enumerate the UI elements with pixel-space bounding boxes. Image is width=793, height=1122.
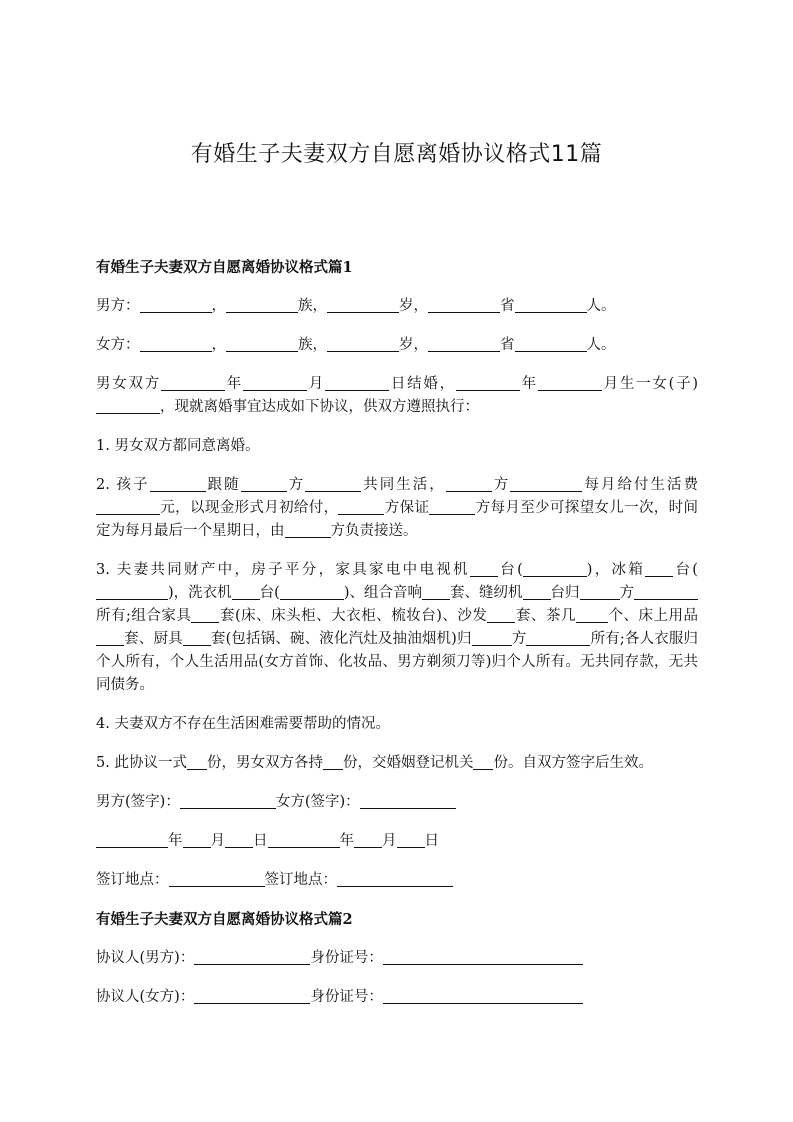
blank-field bbox=[337, 870, 453, 887]
signature-blank bbox=[180, 792, 276, 809]
blank-field bbox=[526, 629, 590, 646]
blank-field bbox=[576, 606, 608, 623]
clause-3: 3. 夫妻共同财产中，房子平分，家具家电中电视机 台( )，冰箱 台()，洗衣机 台( )、组合音响 套、缝纫机 台归 方所有;组合家具 套(床、床头柜、大衣柜、梳妆台)、沙发 套、茶几 个、床上用品套、厨具 套(包括锅、碗、液化汽灶及抽油烟机)归 方 所有;各人衣服归个人所有，个人生活用品(女方首饰、化妆品、男方剃须刀等)归个人所有。无共同存款，无共同债务。 bbox=[96, 562, 699, 693]
blank-field bbox=[96, 498, 160, 515]
party-male-line: 协议人(男方)： 身份证号： bbox=[96, 947, 698, 970]
blank-field bbox=[515, 296, 587, 313]
blank-field bbox=[96, 583, 168, 600]
id-number-blank bbox=[383, 948, 583, 965]
blank-field bbox=[140, 296, 212, 313]
document-title: 有婚生子夫妻双方自愿离婚协议格式11篇 bbox=[190, 142, 603, 167]
female-info-line: 女方： ， 族， 岁， 省 人。 bbox=[96, 337, 616, 353]
blank-field bbox=[194, 948, 310, 965]
blank-field bbox=[225, 831, 253, 848]
blank-field bbox=[96, 831, 168, 848]
id-number-blank bbox=[383, 987, 583, 1004]
document-body bbox=[96, 256, 698, 1025]
signature-line: 男方(签字)： 女方(签字)： bbox=[96, 791, 698, 814]
clause-2: 2. 孩子 跟随 方 共同生活， 方 每月给付生活费元，以现金形式月初给付， 方保证 方每月至少可探望女儿一次，时间定为每月最后一个星期日，由 方负责接送。 bbox=[96, 477, 699, 539]
blank-field bbox=[323, 753, 343, 770]
blank-field bbox=[397, 831, 425, 848]
blank-field bbox=[96, 397, 160, 414]
blank-field bbox=[538, 374, 602, 391]
blank-field bbox=[96, 629, 124, 646]
blank-field bbox=[354, 831, 382, 848]
blank-field bbox=[268, 831, 340, 848]
blank-field bbox=[422, 583, 450, 600]
blank-field bbox=[429, 498, 475, 515]
blank-field bbox=[187, 753, 207, 770]
blank-field bbox=[523, 583, 551, 600]
blank-field bbox=[327, 296, 399, 313]
blank-field bbox=[241, 475, 287, 492]
blank-field bbox=[580, 583, 620, 600]
blank-field bbox=[428, 296, 500, 313]
blank-field bbox=[226, 335, 298, 352]
party-female-line: 协议人(女方)： 身份证号： bbox=[96, 986, 698, 1009]
blank-field bbox=[226, 296, 298, 313]
blank-field bbox=[280, 583, 344, 600]
blank-field bbox=[428, 335, 500, 352]
blank-field bbox=[243, 374, 307, 391]
blank-field bbox=[183, 629, 211, 646]
blank-field bbox=[645, 560, 673, 577]
blank-field bbox=[325, 374, 389, 391]
blank-field bbox=[515, 335, 587, 352]
blank-field bbox=[510, 475, 582, 492]
blank-field bbox=[194, 987, 310, 1004]
blank-field bbox=[285, 521, 331, 538]
section-heading-1: 有婚生子夫妻双方自愿离婚协议格式篇1 bbox=[96, 259, 353, 276]
blank-field bbox=[634, 583, 698, 600]
blank-field bbox=[169, 870, 265, 887]
blank-field bbox=[140, 335, 212, 352]
signing-place-line: 签订地点： 签订地点： bbox=[96, 869, 698, 892]
blank-field bbox=[191, 606, 219, 623]
blank-field bbox=[183, 831, 211, 848]
blank-field bbox=[472, 629, 512, 646]
blank-field bbox=[161, 374, 225, 391]
blank-field bbox=[456, 374, 520, 391]
clause-4: 4. 夫妻双方不存在生活困难需要帮助的情况。 bbox=[96, 716, 390, 732]
blank-field bbox=[232, 583, 260, 600]
date-line: 年 月 日 年 月 日 bbox=[96, 830, 698, 853]
clause-1: 1. 男女双方都同意离婚。 bbox=[96, 438, 260, 454]
signature-blank bbox=[360, 792, 456, 809]
section-heading-2: 有婚生子夫妻双方自愿离婚协议格式篇2 bbox=[96, 911, 353, 928]
blank-field bbox=[487, 606, 515, 623]
blank-field bbox=[473, 753, 493, 770]
blank-field bbox=[523, 560, 587, 577]
blank-field bbox=[446, 475, 492, 492]
blank-field bbox=[305, 475, 361, 492]
male-info-line: 男方： ， 族， 岁， 省 人。 bbox=[96, 298, 616, 314]
marriage-paragraph: 男女双方 年 月 日结婚， 年 月生一女(子)，现就离婚事宜达成如下协议，供双方遵照执行： bbox=[96, 376, 699, 415]
blank-field bbox=[327, 335, 399, 352]
blank-field bbox=[338, 498, 384, 515]
blank-field bbox=[150, 475, 206, 492]
blank-field bbox=[470, 560, 498, 577]
clause-5: 5. 此协议一式 份，男女双方各持 份，交婚姻登记机关 份。自双方签字后生效。 bbox=[96, 755, 653, 771]
